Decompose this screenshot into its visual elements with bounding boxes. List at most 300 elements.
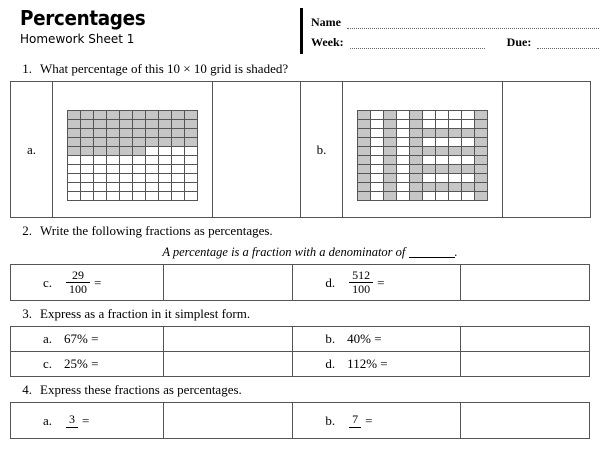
grid-cell-shaded bbox=[81, 120, 94, 129]
grid-cell-empty bbox=[462, 111, 475, 120]
percentage-grid-b[interactable] bbox=[357, 110, 488, 201]
question-3-text: Express as a fraction in it simplest form. bbox=[40, 306, 251, 321]
question-4-prompt bbox=[10, 377, 590, 402]
question-3-item-a bbox=[11, 327, 164, 352]
grid-cell-shaded bbox=[384, 156, 397, 165]
answer-box-1a[interactable] bbox=[213, 82, 301, 218]
table-row bbox=[11, 352, 590, 377]
grid-cell-shaded bbox=[384, 192, 397, 201]
item-label-1b: b. bbox=[301, 82, 343, 218]
grid-cell-shaded bbox=[68, 120, 81, 129]
grid-cell-shaded bbox=[410, 165, 423, 174]
equals-sign-2c: = bbox=[94, 274, 102, 290]
grid-cell-shaded bbox=[475, 156, 488, 165]
grid-cell-shaded bbox=[120, 111, 133, 120]
grid-cell-empty bbox=[371, 111, 384, 120]
grid-cell-shaded bbox=[81, 147, 94, 156]
grid-cell-empty bbox=[423, 120, 436, 129]
question-2-item-c bbox=[11, 265, 164, 301]
grid-cell-empty bbox=[159, 165, 172, 174]
grid-a-cell bbox=[53, 82, 213, 218]
answer-box-4a[interactable] bbox=[164, 403, 293, 439]
grid-cell-empty bbox=[397, 111, 410, 120]
grid-row bbox=[68, 156, 198, 165]
grid-cell-shaded bbox=[475, 120, 488, 129]
grid-cell-empty bbox=[172, 174, 185, 183]
grid-cell-shaded bbox=[475, 183, 488, 192]
grid-cell-empty bbox=[449, 192, 462, 201]
grid-row bbox=[68, 138, 198, 147]
grid-cell-empty bbox=[371, 183, 384, 192]
grid-cell-empty bbox=[371, 156, 384, 165]
grid-cell-shaded bbox=[462, 129, 475, 138]
grid-cell-empty bbox=[159, 174, 172, 183]
question-4-number: 4. bbox=[22, 382, 32, 397]
equals-sign-2d: = bbox=[377, 274, 385, 290]
grid-cell-shaded bbox=[146, 111, 159, 120]
grid-cell-shaded bbox=[133, 120, 146, 129]
grid-row bbox=[358, 165, 488, 174]
answer-box-1b[interactable] bbox=[503, 82, 591, 218]
grid-cell-empty bbox=[371, 174, 384, 183]
grid-cell-empty bbox=[68, 174, 81, 183]
grid-cell-empty bbox=[81, 192, 94, 201]
grid-row bbox=[68, 192, 198, 201]
grid-cell-shaded bbox=[133, 138, 146, 147]
item-label-4b: b. bbox=[325, 412, 336, 428]
question-3-item-b bbox=[293, 327, 460, 352]
student-info-block bbox=[311, 8, 600, 50]
grid-cell-shaded bbox=[172, 120, 185, 129]
question-2-number: 2. bbox=[22, 223, 32, 238]
item-label-3a: a. bbox=[43, 331, 53, 346]
table-row bbox=[11, 265, 590, 301]
fraction-denominator bbox=[349, 427, 361, 428]
grid-cell-empty bbox=[185, 192, 198, 201]
question-4-table bbox=[10, 402, 590, 439]
grid-cell-empty bbox=[449, 120, 462, 129]
grid-cell-empty bbox=[436, 156, 449, 165]
grid-cell-shaded bbox=[81, 129, 94, 138]
grid-cell-shaded bbox=[185, 129, 198, 138]
answer-box-3c[interactable] bbox=[164, 352, 293, 377]
grid-cell-shaded bbox=[436, 129, 449, 138]
grid-cell-empty bbox=[371, 147, 384, 156]
grid-cell-empty bbox=[436, 192, 449, 201]
question-1-number: 1. bbox=[22, 61, 32, 76]
grid-row bbox=[358, 111, 488, 120]
grid-cell-empty bbox=[397, 138, 410, 147]
grid-cell-shaded bbox=[120, 147, 133, 156]
grid-cell-shaded bbox=[449, 183, 462, 192]
item-label-2c: c. bbox=[43, 274, 53, 290]
grid-cell-shaded bbox=[410, 147, 423, 156]
question-2-text: Write the following fractions as percentages. bbox=[40, 223, 273, 238]
grid-cell-empty bbox=[81, 156, 94, 165]
grid-cell-shaded bbox=[449, 129, 462, 138]
question-2-table bbox=[10, 264, 590, 301]
grid-cell-shaded bbox=[423, 147, 436, 156]
grid-cell-empty bbox=[397, 174, 410, 183]
item-label-1a: a. bbox=[11, 82, 53, 218]
grid-cell-shaded bbox=[358, 120, 371, 129]
grid-cell-shaded bbox=[475, 192, 488, 201]
percentage-grid-a[interactable] bbox=[67, 110, 198, 201]
grid-cell-empty bbox=[397, 120, 410, 129]
grid-cell-shaded bbox=[133, 111, 146, 120]
grid-cell-shaded bbox=[68, 147, 81, 156]
grid-cell-empty bbox=[397, 165, 410, 174]
grid-row bbox=[68, 111, 198, 120]
grid-cell-shaded bbox=[159, 138, 172, 147]
grid-cell-shaded bbox=[384, 174, 397, 183]
grid-row bbox=[358, 129, 488, 138]
grid-cell-shaded bbox=[159, 129, 172, 138]
grid-cell-empty bbox=[397, 183, 410, 192]
fraction-4a bbox=[66, 413, 78, 427]
grid-row bbox=[68, 147, 198, 156]
grid-cell-shaded bbox=[410, 138, 423, 147]
answer-box-2d[interactable] bbox=[460, 265, 589, 301]
grid-cell-empty bbox=[449, 156, 462, 165]
grid-cell-shaded bbox=[358, 129, 371, 138]
name-row bbox=[311, 10, 600, 30]
grid-row bbox=[358, 138, 488, 147]
grid-cell-shaded bbox=[146, 138, 159, 147]
grid-cell-empty bbox=[94, 192, 107, 201]
grid-cell-shaded bbox=[358, 111, 371, 120]
grid-row bbox=[68, 165, 198, 174]
grid-cell-empty bbox=[159, 147, 172, 156]
fraction-numerator: 29 bbox=[72, 267, 85, 282]
title-block bbox=[20, 8, 300, 46]
grid-cell-shaded bbox=[436, 147, 449, 156]
due-input-line[interactable] bbox=[537, 37, 600, 49]
grid-cell-shaded bbox=[384, 165, 397, 174]
grid-b-cell bbox=[343, 82, 503, 218]
grid-cell-empty bbox=[81, 183, 94, 192]
grid-cell-empty bbox=[107, 192, 120, 201]
fraction-2d bbox=[349, 269, 373, 296]
grid-cell-empty bbox=[81, 174, 94, 183]
grid-cell-empty bbox=[146, 174, 159, 183]
grid-cell-empty bbox=[133, 165, 146, 174]
grid-cell-empty bbox=[120, 192, 133, 201]
grid-cell-shaded bbox=[384, 183, 397, 192]
grid-cell-empty bbox=[94, 174, 107, 183]
grid-cell-empty bbox=[397, 129, 410, 138]
grid-cell-empty bbox=[436, 111, 449, 120]
grid-cell-empty bbox=[397, 156, 410, 165]
grid-cell-shaded bbox=[68, 111, 81, 120]
grid-cell-empty bbox=[462, 192, 475, 201]
grid-cell-shaded bbox=[410, 129, 423, 138]
fraction-2c bbox=[66, 269, 90, 296]
grid-cell-empty bbox=[172, 192, 185, 201]
grid-cell-empty bbox=[120, 165, 133, 174]
item-label-2d: d. bbox=[325, 274, 336, 290]
grid-cell-empty bbox=[449, 138, 462, 147]
grid-cell-empty bbox=[133, 183, 146, 192]
grid-cell-empty bbox=[107, 156, 120, 165]
grid-cell-shaded bbox=[172, 138, 185, 147]
grid-cell-shaded bbox=[384, 129, 397, 138]
item-value-3b: 40% = bbox=[347, 331, 382, 346]
grid-cell-empty bbox=[423, 174, 436, 183]
grid-cell-shaded bbox=[81, 111, 94, 120]
grid-cell-empty bbox=[107, 165, 120, 174]
grid-cell-shaded bbox=[423, 129, 436, 138]
grid-cell-shaded bbox=[358, 138, 371, 147]
grid-cell-empty bbox=[436, 174, 449, 183]
grid-cell-shaded bbox=[475, 129, 488, 138]
grid-cell-empty bbox=[94, 183, 107, 192]
fraction-numerator: 7 bbox=[352, 412, 359, 427]
table-row bbox=[11, 327, 590, 352]
grid-cell-shaded bbox=[120, 129, 133, 138]
grid-cell-shaded bbox=[120, 120, 133, 129]
grid-cell-empty bbox=[120, 174, 133, 183]
answer-box-3b[interactable] bbox=[460, 327, 589, 352]
grid-cell-shaded bbox=[410, 174, 423, 183]
page-title: Percentages bbox=[20, 6, 146, 30]
grid-cell-shaded bbox=[410, 111, 423, 120]
grid-cell-empty bbox=[159, 192, 172, 201]
question-3-item-c bbox=[11, 352, 164, 377]
grid-cell-shaded bbox=[410, 183, 423, 192]
grid-cell-empty bbox=[185, 183, 198, 192]
grid-row bbox=[68, 174, 198, 183]
table-row bbox=[11, 403, 590, 439]
question-2-definition-note bbox=[30, 243, 590, 264]
item-label-3c: c. bbox=[43, 356, 53, 371]
grid-cell-shaded bbox=[146, 120, 159, 129]
grid-cell-shaded bbox=[146, 129, 159, 138]
grid-cell-empty bbox=[120, 183, 133, 192]
grid-cell-empty bbox=[107, 174, 120, 183]
question-3-number: 3. bbox=[22, 306, 32, 321]
name-label: Name bbox=[311, 15, 341, 29]
grid-cell-shaded bbox=[107, 111, 120, 120]
grid-cell-empty bbox=[146, 147, 159, 156]
question-1-prompt bbox=[10, 56, 590, 81]
page-subtitle: Homework Sheet 1 bbox=[20, 32, 135, 46]
grid-cell-shaded bbox=[172, 129, 185, 138]
grid-cell-shaded bbox=[449, 165, 462, 174]
grid-cell-empty bbox=[146, 192, 159, 201]
grid-row bbox=[358, 120, 488, 129]
grid-cell-shaded bbox=[436, 165, 449, 174]
grid-cell-empty bbox=[371, 192, 384, 201]
grid-cell-empty bbox=[107, 183, 120, 192]
grid-cell-empty bbox=[371, 138, 384, 147]
grid-cell-shaded bbox=[475, 111, 488, 120]
grid-cell-empty bbox=[133, 192, 146, 201]
grid-cell-shaded bbox=[68, 129, 81, 138]
grid-cell-shaded bbox=[358, 174, 371, 183]
grid-cell-empty bbox=[68, 156, 81, 165]
grid-cell-shaded bbox=[94, 111, 107, 120]
grid-cell-empty bbox=[397, 192, 410, 201]
grid-cell-empty bbox=[133, 156, 146, 165]
grid-cell-empty bbox=[462, 174, 475, 183]
grid-cell-empty bbox=[185, 147, 198, 156]
grid-cell-shaded bbox=[94, 138, 107, 147]
item-value-3c: 25% = bbox=[64, 356, 99, 371]
item-label-3d: d. bbox=[325, 356, 336, 371]
grid-row bbox=[358, 174, 488, 183]
grid-cell-empty bbox=[172, 165, 185, 174]
fraction-4b bbox=[349, 413, 361, 427]
grid-cell-shaded bbox=[159, 120, 172, 129]
grid-cell-shaded bbox=[462, 183, 475, 192]
answer-box-2c[interactable] bbox=[164, 265, 293, 301]
answer-box-3a[interactable] bbox=[164, 327, 293, 352]
table-row bbox=[11, 82, 591, 218]
grid-cell-empty bbox=[185, 165, 198, 174]
grid-cell-empty bbox=[133, 174, 146, 183]
grid-cell-shaded bbox=[120, 138, 133, 147]
grid-cell-shaded bbox=[94, 120, 107, 129]
grid-cell-shaded bbox=[107, 129, 120, 138]
grid-cell-shaded bbox=[185, 138, 198, 147]
grid-cell-empty bbox=[172, 147, 185, 156]
grid-cell-empty bbox=[146, 156, 159, 165]
grid-cell-shaded bbox=[410, 192, 423, 201]
grid-cell-shaded bbox=[384, 138, 397, 147]
item-value-3d: 112% = bbox=[347, 356, 388, 371]
grid-cell-shaded bbox=[475, 138, 488, 147]
week-input-line[interactable] bbox=[350, 37, 485, 49]
grid-cell-empty bbox=[185, 156, 198, 165]
grid-cell-empty bbox=[436, 120, 449, 129]
grid-row bbox=[358, 183, 488, 192]
grid-cell-shaded bbox=[423, 183, 436, 192]
grid-cell-shaded bbox=[384, 111, 397, 120]
fraction-denominator: 100 bbox=[66, 282, 90, 296]
header-divider bbox=[300, 8, 303, 54]
grid-cell-empty bbox=[146, 183, 159, 192]
grid-cell-empty bbox=[371, 129, 384, 138]
fraction-numerator: 3 bbox=[69, 412, 76, 427]
equals-sign-4a: = bbox=[82, 412, 90, 428]
definition-text-after: . bbox=[454, 245, 458, 259]
question-1-text: What percentage of this 10 × 10 grid is shaded? bbox=[40, 61, 289, 76]
week-label: Week: bbox=[311, 35, 344, 49]
grid-cell-empty bbox=[449, 111, 462, 120]
grid-cell-shaded bbox=[410, 156, 423, 165]
grid-cell-empty bbox=[159, 156, 172, 165]
grid-cell-shaded bbox=[449, 147, 462, 156]
grid-cell-empty bbox=[436, 138, 449, 147]
grid-cell-shaded bbox=[358, 183, 371, 192]
grid-cell-empty bbox=[462, 156, 475, 165]
question-4-text: Express these fractions as percentages. bbox=[40, 382, 242, 397]
grid-row bbox=[358, 156, 488, 165]
grid-cell-shaded bbox=[185, 120, 198, 129]
grid-cell-shaded bbox=[436, 183, 449, 192]
grid-cell-empty bbox=[423, 138, 436, 147]
grid-cell-shaded bbox=[94, 129, 107, 138]
grid-row bbox=[68, 183, 198, 192]
grid-cell-empty bbox=[371, 165, 384, 174]
item-label-3b: b. bbox=[325, 331, 336, 346]
grid-cell-shaded bbox=[68, 138, 81, 147]
grid-cell-empty bbox=[371, 120, 384, 129]
answer-box-4b[interactable] bbox=[460, 403, 589, 439]
grid-row bbox=[358, 192, 488, 201]
grid-cell-shaded bbox=[358, 165, 371, 174]
answer-box-3d[interactable] bbox=[460, 352, 589, 377]
grid-cell-shaded bbox=[107, 120, 120, 129]
grid-cell-empty bbox=[397, 147, 410, 156]
grid-cell-empty bbox=[185, 174, 198, 183]
grid-cell-empty bbox=[94, 156, 107, 165]
grid-cell-shaded bbox=[475, 165, 488, 174]
grid-cell-empty bbox=[68, 183, 81, 192]
grid-cell-shaded bbox=[462, 165, 475, 174]
grid-cell-empty bbox=[159, 183, 172, 192]
grid-row bbox=[68, 129, 198, 138]
week-due-row bbox=[311, 30, 600, 50]
grid-cell-empty bbox=[423, 192, 436, 201]
question-4-item-a bbox=[11, 403, 164, 439]
grid-cell-empty bbox=[68, 192, 81, 201]
question-3-item-d bbox=[293, 352, 460, 377]
grid-cell-shaded bbox=[423, 165, 436, 174]
definition-blank[interactable] bbox=[409, 257, 455, 258]
grid-cell-shaded bbox=[159, 111, 172, 120]
grid-cell-shaded bbox=[475, 147, 488, 156]
item-value-3a: 67% = bbox=[64, 331, 99, 346]
grid-cell-empty bbox=[120, 156, 133, 165]
grid-cell-empty bbox=[94, 165, 107, 174]
grid-cell-shaded bbox=[133, 129, 146, 138]
fraction-denominator: 100 bbox=[349, 282, 373, 296]
question-3-table bbox=[10, 326, 590, 377]
grid-cell-empty bbox=[68, 165, 81, 174]
fraction-denominator bbox=[66, 427, 78, 428]
grid-cell-shaded bbox=[410, 120, 423, 129]
name-input-line[interactable] bbox=[347, 17, 600, 29]
item-label-4a: a. bbox=[43, 412, 53, 428]
question-1-table bbox=[10, 81, 591, 218]
grid-cell-shaded bbox=[133, 147, 146, 156]
grid-cell-empty bbox=[462, 138, 475, 147]
grid-cell-shaded bbox=[107, 147, 120, 156]
fraction-numerator: 512 bbox=[352, 267, 371, 282]
equals-sign-4b: = bbox=[365, 412, 373, 428]
grid-cell-shaded bbox=[107, 138, 120, 147]
grid-cell-shaded bbox=[81, 138, 94, 147]
grid-cell-empty bbox=[423, 111, 436, 120]
grid-cell-shaded bbox=[384, 120, 397, 129]
grid-cell-shaded bbox=[94, 147, 107, 156]
grid-cell-empty bbox=[462, 120, 475, 129]
question-2-item-d bbox=[293, 265, 460, 301]
grid-cell-shaded bbox=[358, 147, 371, 156]
grid-cell-shaded bbox=[172, 111, 185, 120]
grid-row bbox=[358, 147, 488, 156]
grid-cell-shaded bbox=[462, 147, 475, 156]
grid-cell-empty bbox=[146, 165, 159, 174]
page-header bbox=[10, 0, 590, 56]
question-2-prompt bbox=[10, 218, 590, 243]
grid-cell-empty bbox=[423, 156, 436, 165]
grid-cell-empty bbox=[172, 183, 185, 192]
definition-text-before: A percentage is a fraction with a denominator of bbox=[162, 245, 409, 259]
grid-cell-empty bbox=[172, 156, 185, 165]
